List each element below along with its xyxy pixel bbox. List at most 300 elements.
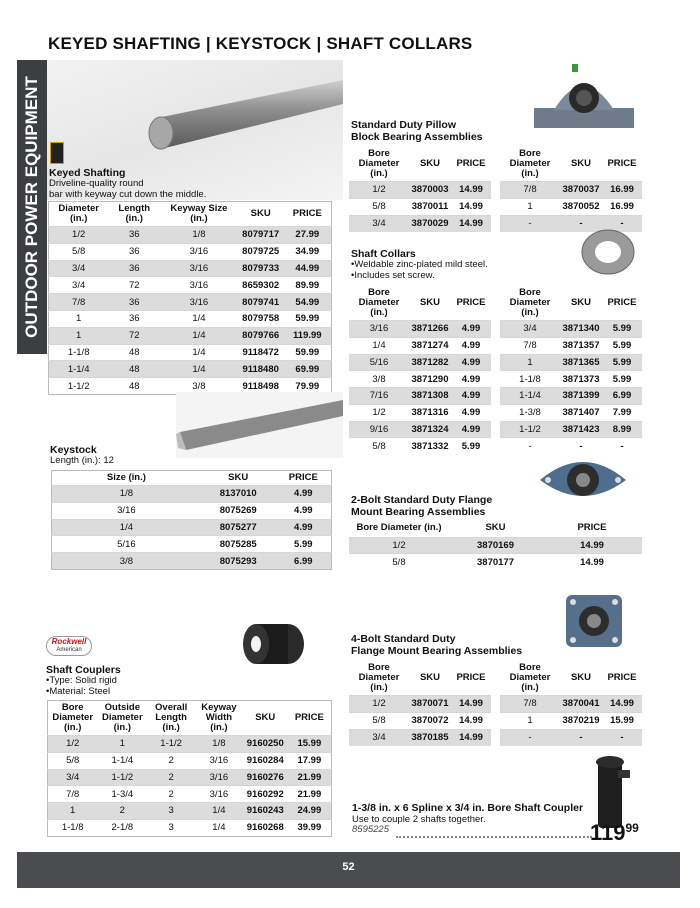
table-cell: 1/8 — [195, 735, 243, 752]
table-cell: 2 — [97, 803, 147, 820]
table-cell: 1/2 — [48, 735, 98, 752]
table-cell: 72 — [108, 277, 160, 294]
table-row — [349, 554, 642, 571]
table-cell: 14.99 — [602, 695, 642, 712]
pillow-block-table-left — [349, 147, 491, 232]
table-cell: 1-1/8 — [500, 371, 560, 388]
col-header: PRICE — [577, 522, 607, 534]
table-cell: 9160284 — [243, 752, 288, 769]
table-cell: 3870052 — [560, 198, 602, 215]
col-header: PRICE — [607, 671, 637, 683]
col-header: Bore Diameter (in.) — [358, 662, 400, 693]
table-cell: 5/16 — [52, 536, 201, 553]
col-header: Length (in.) — [118, 203, 151, 224]
table-cell: 3871340 — [560, 320, 602, 337]
table-cell: 59.99 — [284, 344, 332, 361]
table-cell: 1/4 — [195, 803, 243, 820]
table-cell: 4.99 — [276, 502, 332, 519]
table-cell: 5.99 — [602, 337, 642, 354]
table-cell: 3/16 — [52, 502, 201, 519]
table-cell: 1/8 — [160, 226, 238, 243]
shaft-couplers-title: Shaft Couplers — [46, 664, 121, 676]
table-cell: 3/4 — [500, 320, 560, 337]
table-row — [49, 327, 332, 344]
col-header: PRICE — [288, 472, 318, 483]
spline-coupler-title: 1-3/8 in. x 6 Spline x 3/4 in. Bore Shaft Coupler — [352, 802, 584, 814]
table-cell: 14.99 — [451, 215, 491, 232]
table-row — [349, 181, 491, 198]
table-cell: 4.99 — [276, 519, 332, 536]
table-row — [500, 404, 642, 421]
table-row — [49, 310, 332, 327]
table-cell: 14.99 — [451, 198, 491, 215]
col-header: SKU — [570, 671, 592, 683]
col-header: Keyway Size (in.) — [170, 203, 228, 224]
table-cell: 4.99 — [276, 485, 332, 502]
table-cell: 2-1/8 — [97, 819, 147, 836]
table-cell: 119.99 — [284, 327, 332, 344]
page-title: KEYED SHAFTING | KEYSTOCK | SHAFT COLLARS — [48, 34, 473, 53]
table-cell: 1-1/2 — [500, 421, 560, 438]
table-cell: 5.99 — [602, 354, 642, 371]
table-cell: 3/4 — [49, 260, 109, 277]
pillow-block-table-right — [500, 147, 642, 232]
col-header: Keyway Width (in.) — [201, 702, 237, 733]
table-cell: 21.99 — [288, 786, 332, 803]
table-cell: 1-1/8 — [49, 344, 109, 361]
table-row — [349, 438, 491, 455]
col-header: Outside Diameter (in.) — [101, 702, 143, 733]
table-row — [349, 337, 491, 354]
table-row — [48, 786, 332, 803]
table-cell: 3871266 — [409, 320, 451, 337]
table-cell: 44.99 — [284, 260, 332, 277]
col-header: SKU — [255, 711, 276, 723]
table-cell: 1/4 — [160, 310, 238, 327]
col-header: PRICE — [294, 711, 324, 723]
table-row — [48, 819, 332, 836]
table-row — [349, 198, 491, 215]
table-cell: 3/8 — [349, 371, 409, 388]
table-cell: 8079766 — [238, 327, 284, 344]
keystock-table — [51, 470, 332, 570]
table-row — [52, 536, 332, 553]
table-cell: 1-1/4 — [97, 752, 147, 769]
keyed-shafting-table — [48, 201, 332, 395]
table-cell: 5/8 — [349, 438, 409, 455]
table-cell: 69.99 — [284, 361, 332, 378]
table-cell: 7/8 — [48, 786, 98, 803]
table-cell: 5/16 — [349, 354, 409, 371]
table-row — [349, 404, 491, 421]
table-cell: 7/8 — [500, 181, 560, 198]
col-header: SKU — [228, 472, 249, 483]
table-cell: - — [560, 729, 602, 746]
table-cell: 9160276 — [243, 769, 288, 786]
table-row — [349, 371, 491, 388]
two-bolt-flange-image — [536, 450, 630, 508]
table-row — [48, 735, 332, 752]
table-row — [49, 226, 332, 243]
four-bolt-title: 4-Bolt Standard Duty Flange Mount Bearing Assemblies — [351, 633, 523, 657]
table-cell: 36 — [108, 294, 160, 311]
table-cell: 3870003 — [409, 181, 451, 198]
shaft-couplers-table — [47, 700, 332, 837]
table-cell: 9160243 — [243, 803, 288, 820]
table-cell: 4.99 — [451, 404, 491, 421]
table-cell: 5/8 — [49, 243, 109, 260]
table-cell: 2 — [147, 752, 195, 769]
table-cell: 3/16 — [195, 752, 243, 769]
table-cell: 3870185 — [409, 729, 451, 746]
shaft-collars-bullets: •Weldable zinc-plated mild steel. •Includes set screw. — [351, 259, 488, 281]
table-cell: 1/2 — [349, 181, 409, 198]
table-cell: 1-1/4 — [500, 388, 560, 405]
table-cell: 72 — [108, 327, 160, 344]
page-number: 52 — [342, 861, 355, 873]
table-cell: - — [602, 215, 642, 232]
col-header: Size (in.) — [106, 472, 146, 483]
table-cell: 1/4 — [52, 519, 201, 536]
table-cell: 3/16 — [160, 277, 238, 294]
table-cell: 3871423 — [560, 421, 602, 438]
col-header: SKU — [570, 157, 592, 169]
two-bolt-title: 2-Bolt Standard Duty Flange Mount Bearing Assemblies — [351, 494, 493, 518]
col-header: Diameter (in.) — [58, 203, 99, 224]
table-cell: 1 — [500, 354, 560, 371]
col-header: PRICE — [456, 157, 486, 169]
table-cell: 3870177 — [449, 554, 542, 571]
table-cell: - — [500, 729, 560, 746]
table-cell: 1/4 — [195, 819, 243, 836]
col-header: Bore Diameter (in.) — [358, 148, 400, 179]
table-cell: 1-1/2 — [49, 378, 109, 395]
table-cell: 1/2 — [349, 695, 409, 712]
table-cell: 14.99 — [451, 729, 491, 746]
table-cell: - — [602, 438, 642, 455]
table-cell: 16.99 — [602, 181, 642, 198]
keyed-shafting-title: Keyed Shafting — [49, 167, 126, 179]
table-cell: 36 — [108, 260, 160, 277]
table-row — [500, 388, 642, 405]
table-cell: 48 — [108, 361, 160, 378]
table-cell: 8079741 — [238, 294, 284, 311]
spline-coupler-image — [588, 744, 634, 830]
table-cell: 3871290 — [409, 371, 451, 388]
table-cell: 3871308 — [409, 388, 451, 405]
table-cell: 9160292 — [243, 786, 288, 803]
table-cell: 3/4 — [349, 215, 409, 232]
table-cell: 3871282 — [409, 354, 451, 371]
table-row — [500, 198, 642, 215]
shaft-coupler-image — [242, 620, 308, 670]
col-header: SKU — [485, 522, 506, 534]
table-row — [52, 519, 332, 536]
table-cell: 1/4 — [160, 361, 238, 378]
table-row — [49, 243, 332, 260]
col-header: SKU — [419, 296, 441, 308]
table-cell: 36 — [108, 243, 160, 260]
table-cell: 5.99 — [602, 320, 642, 337]
table-cell: 1-3/4 — [97, 786, 147, 803]
table-cell: 7/16 — [349, 388, 409, 405]
table-cell: 8659302 — [238, 277, 284, 294]
table-row — [500, 371, 642, 388]
table-cell: 54.99 — [284, 294, 332, 311]
table-cell: 3870071 — [409, 695, 451, 712]
table-cell: 3/16 — [160, 260, 238, 277]
table-row — [349, 537, 642, 554]
table-cell: 3870011 — [409, 198, 451, 215]
table-cell: 5.99 — [451, 438, 491, 455]
table-cell: 16.99 — [602, 198, 642, 215]
table-cell: 3871399 — [560, 388, 602, 405]
table-row — [500, 695, 642, 712]
table-cell: 1-1/2 — [97, 769, 147, 786]
table-cell: 3 — [147, 819, 195, 836]
table-cell: 1/4 — [349, 337, 409, 354]
table-cell: 8079725 — [238, 243, 284, 260]
table-row — [48, 752, 332, 769]
table-cell: 8137010 — [201, 485, 276, 502]
spline-coupler-sku: 8595225 — [352, 824, 389, 835]
table-cell: 8079733 — [238, 260, 284, 277]
pillow-block-image — [528, 60, 638, 136]
table-cell: 9160268 — [243, 819, 288, 836]
table-cell: 1 — [500, 712, 560, 729]
table-cell: 8079758 — [238, 310, 284, 327]
table-cell: 3871274 — [409, 337, 451, 354]
table-cell: 3/16 — [160, 294, 238, 311]
page-footer — [17, 852, 680, 888]
side-tab-label: OUTDOOR POWER EQUIPMENT — [22, 76, 41, 338]
table-row — [500, 337, 642, 354]
col-header: Bore Diameter (in.) — [509, 148, 551, 179]
table-cell: 3871357 — [560, 337, 602, 354]
table-cell: 48 — [108, 378, 160, 395]
table-cell: 15.99 — [602, 712, 642, 729]
shaft-collars-table-right — [500, 286, 642, 455]
shaft-collars-title: Shaft Collars — [351, 248, 416, 260]
four-bolt-flange-image — [564, 593, 624, 649]
side-tab — [17, 60, 47, 354]
table-row — [500, 712, 642, 729]
table-cell: 1-1/2 — [147, 735, 195, 752]
two-bolt-table — [349, 520, 642, 571]
table-row — [349, 729, 491, 746]
col-header: SKU — [570, 296, 592, 308]
table-cell: 1-3/8 — [500, 404, 560, 421]
table-cell: 1 — [500, 198, 560, 215]
table-cell: 3870219 — [560, 712, 602, 729]
table-row — [52, 485, 332, 502]
table-cell: 4.99 — [451, 421, 491, 438]
table-cell: 2 — [147, 769, 195, 786]
table-cell: 4.99 — [451, 337, 491, 354]
table-cell: - — [500, 215, 560, 232]
table-cell: - — [560, 215, 602, 232]
pillow-block-title: Standard Duty Pillow Block Bearing Assemblies — [351, 119, 483, 143]
table-cell: 3871316 — [409, 404, 451, 421]
table-row — [49, 260, 332, 277]
col-header: Bore Diameter (in.) — [509, 287, 551, 318]
table-cell: 17.99 — [288, 752, 332, 769]
table-cell: 9/16 — [349, 421, 409, 438]
keystock-subtitle: Length (in.): 12 — [50, 455, 114, 466]
table-cell: 7/8 — [500, 337, 560, 354]
table-cell: 3870169 — [449, 537, 542, 554]
table-row — [48, 803, 332, 820]
table-cell: 3/16 — [195, 769, 243, 786]
table-cell: 3/4 — [49, 277, 109, 294]
table-cell: 9118498 — [238, 378, 284, 395]
col-header: PRICE — [607, 296, 637, 308]
spline-coupler-desc: Use to couple 2 shafts together. — [352, 814, 486, 825]
table-cell: 27.99 — [284, 226, 332, 243]
table-cell: 9118472 — [238, 344, 284, 361]
table-row — [500, 181, 642, 198]
table-row — [49, 277, 332, 294]
col-header: PRICE — [456, 671, 486, 683]
table-cell: 7.99 — [602, 404, 642, 421]
four-bolt-table-right — [500, 661, 642, 746]
table-cell: 5/8 — [349, 198, 409, 215]
spline-coupler-price: $119^{99}$ — [590, 820, 639, 845]
table-cell: 48 — [108, 344, 160, 361]
table-row — [49, 361, 332, 378]
table-cell: 89.99 — [284, 277, 332, 294]
table-cell: 4.99 — [451, 388, 491, 405]
table-cell: 8075269 — [201, 502, 276, 519]
table-cell: 3870037 — [560, 181, 602, 198]
table-cell: 4.99 — [451, 371, 491, 388]
table-cell: 3870029 — [409, 215, 451, 232]
table-cell: 1/2 — [49, 226, 109, 243]
keyed-shafting-desc: Driveline-quality round bar with keyway cut down the middle. — [49, 178, 207, 200]
table-cell: 3870072 — [409, 712, 451, 729]
table-row — [349, 215, 491, 232]
table-cell: 39.99 — [288, 819, 332, 836]
table-cell: 21.99 — [288, 769, 332, 786]
table-cell: 1 — [97, 735, 147, 752]
table-cell: 3/16 — [160, 243, 238, 260]
table-cell: - — [560, 438, 602, 455]
table-row — [500, 354, 642, 371]
four-bolt-table-left — [349, 661, 491, 746]
table-row — [52, 553, 332, 570]
table-row — [349, 388, 491, 405]
col-header: Bore Diameter (in.) — [52, 702, 94, 733]
col-header: Overall Length (in.) — [155, 702, 188, 733]
table-cell: 4.99 — [451, 354, 491, 371]
table-cell: 36 — [108, 226, 160, 243]
table-cell: 15.99 — [288, 735, 332, 752]
col-header: SKU — [419, 157, 441, 169]
table-cell: 8.99 — [602, 421, 642, 438]
keystock-photo — [176, 392, 343, 458]
price-leader-dots — [396, 836, 592, 838]
table-cell: 79.99 — [284, 378, 332, 395]
shaft-collars-table-left — [349, 286, 491, 455]
table-cell: 3871407 — [560, 404, 602, 421]
table-cell: 1 — [49, 310, 109, 327]
table-row — [48, 769, 332, 786]
table-row — [500, 320, 642, 337]
table-cell: 5/8 — [349, 554, 449, 571]
table-cell: 3/8 — [52, 553, 201, 570]
col-header: Bore Diameter (in.) — [509, 662, 551, 693]
table-row — [52, 502, 332, 519]
table-cell: 3870041 — [560, 695, 602, 712]
table-row — [349, 354, 491, 371]
table-row — [49, 344, 332, 361]
table-cell: 36 — [108, 310, 160, 327]
table-cell: 59.99 — [284, 310, 332, 327]
col-header: PRICE — [607, 157, 637, 169]
table-cell: 9160250 — [243, 735, 288, 752]
table-cell: 3/16 — [349, 320, 409, 337]
table-cell: 2 — [147, 786, 195, 803]
table-cell: 1-1/4 — [49, 361, 109, 378]
table-cell: 3871332 — [409, 438, 451, 455]
table-cell: 6.99 — [276, 553, 332, 570]
rockwell-logo: Rockwell American — [46, 636, 92, 656]
table-row — [500, 421, 642, 438]
table-cell: 7/8 — [500, 695, 560, 712]
col-header: Bore Diameter (in.) — [356, 522, 442, 534]
table-cell: 14.99 — [451, 181, 491, 198]
table-cell: 5/8 — [349, 712, 409, 729]
table-cell: 8075293 — [201, 553, 276, 570]
table-cell: 3/8 — [160, 378, 238, 395]
power-first-logo — [50, 142, 64, 164]
table-cell: 1/2 — [349, 537, 449, 554]
table-row — [349, 695, 491, 712]
table-cell: 1-1/8 — [48, 819, 98, 836]
table-cell: 3871365 — [560, 354, 602, 371]
table-cell: 3871324 — [409, 421, 451, 438]
table-cell: 14.99 — [451, 695, 491, 712]
keystock-bar-image — [176, 392, 343, 458]
table-cell: 1/4 — [160, 327, 238, 344]
shaft-collar-image — [580, 228, 636, 276]
table-cell: 14.99 — [451, 712, 491, 729]
table-cell: 1/2 — [349, 404, 409, 421]
table-cell: 1/4 — [160, 344, 238, 361]
table-row — [349, 421, 491, 438]
col-header: PRICE — [292, 207, 322, 219]
table-cell: 1/8 — [52, 485, 201, 502]
table-row — [49, 294, 332, 311]
table-cell: 6.99 — [602, 388, 642, 405]
table-cell: 14.99 — [542, 537, 642, 554]
table-cell: 3 — [147, 803, 195, 820]
table-cell: 5/8 — [48, 752, 98, 769]
table-cell: 3/4 — [48, 769, 98, 786]
col-header: SKU — [250, 207, 271, 219]
table-cell: 7/8 — [49, 294, 109, 311]
table-cell: 8075277 — [201, 519, 276, 536]
table-cell: 3871373 — [560, 371, 602, 388]
table-cell: 1 — [48, 803, 98, 820]
shaft-couplers-bullets: •Type: Solid rigid •Material: Steel — [46, 675, 117, 697]
col-header: SKU — [419, 671, 441, 683]
table-cell: 3/16 — [195, 786, 243, 803]
table-cell: - — [500, 438, 560, 455]
table-cell: 24.99 — [288, 803, 332, 820]
keystock-title: Keystock — [50, 444, 97, 456]
table-cell: 34.99 — [284, 243, 332, 260]
